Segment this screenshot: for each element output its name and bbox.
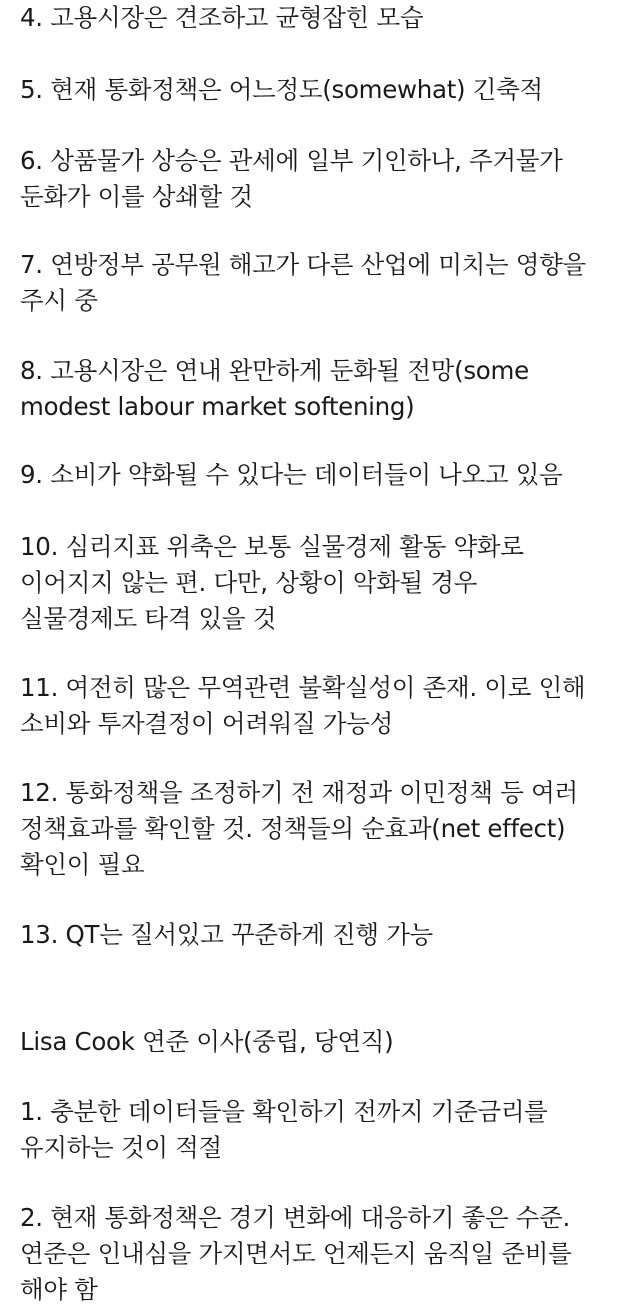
text-line: 5. 현재 통화정책은 어느정도(somewhat) 긴축적 (20, 75, 543, 104)
list-item (20, 1200, 632, 1308)
text-line: modest labour market softening) (20, 392, 415, 421)
text-line: 연준은 인내심을 가지면서도 언제든지 움직일 준비를 (20, 1239, 572, 1268)
section-heading (20, 1024, 632, 1060)
text-line: 주시 중 (20, 286, 98, 315)
list-item (20, 0, 632, 36)
text-line: 1. 충분한 데이터들을 확인하기 전까지 기준금리를 (20, 1097, 548, 1126)
list-item (20, 353, 632, 425)
list-item (20, 917, 632, 953)
text-line: 소비와 투자결정이 어려워질 가능성 (20, 709, 393, 738)
list-item (20, 143, 632, 215)
text-line: 유지하는 것이 적절 (20, 1133, 222, 1162)
text-line: 11. 여전히 많은 무역관련 불확실성이 존재. 이로 인해 (20, 673, 586, 702)
text-line: 7. 연방정부 공무원 해고가 다른 산업에 미치는 영향을 (20, 250, 586, 279)
text-line: 둔화가 이를 상쇄할 것 (20, 182, 253, 211)
text-line: 8. 고용시장은 연내 완만하게 둔화될 전망(some (20, 356, 529, 385)
text-line: 2. 현재 통화정책은 경기 변화에 대응하기 좋은 수준. (20, 1203, 571, 1232)
list-item (20, 72, 632, 108)
list-item (20, 775, 632, 883)
text-line: 해야 함 (20, 1275, 98, 1304)
text-line: Lisa Cook 연준 이사(중립, 당연직) (20, 1027, 394, 1056)
text-line: 10. 심리지표 위축은 보통 실물경제 활동 약화로 (20, 532, 524, 561)
text-line: 6. 상품물가 상승은 관세에 일부 기인하나, 주거물가 (20, 146, 563, 175)
list-item (20, 457, 632, 493)
text-line: 4. 고용시장은 견조하고 균형잡힌 모습 (20, 3, 424, 32)
text-line: 9. 소비가 약화될 수 있다는 데이터들이 나오고 있음 (20, 460, 563, 489)
text-line: 실물경제도 타격 있을 것 (20, 604, 277, 633)
text-line: 이어지지 않는 편. 다만, 상황이 악화될 경우 (20, 568, 478, 597)
text-line: 확인이 필요 (20, 850, 145, 879)
list-item (20, 529, 632, 637)
list-item (20, 247, 632, 319)
text-line: 12. 통화정책을 조정하기 전 재정과 이민정책 등 여러 (20, 778, 578, 807)
text-line: 13. QT는 질서있고 꾸준하게 진행 가능 (20, 920, 433, 949)
list-item (20, 1094, 632, 1166)
text-line: 정책효과를 확인할 것. 정책들의 순효과(net effect) (20, 814, 566, 843)
list-item (20, 670, 632, 742)
